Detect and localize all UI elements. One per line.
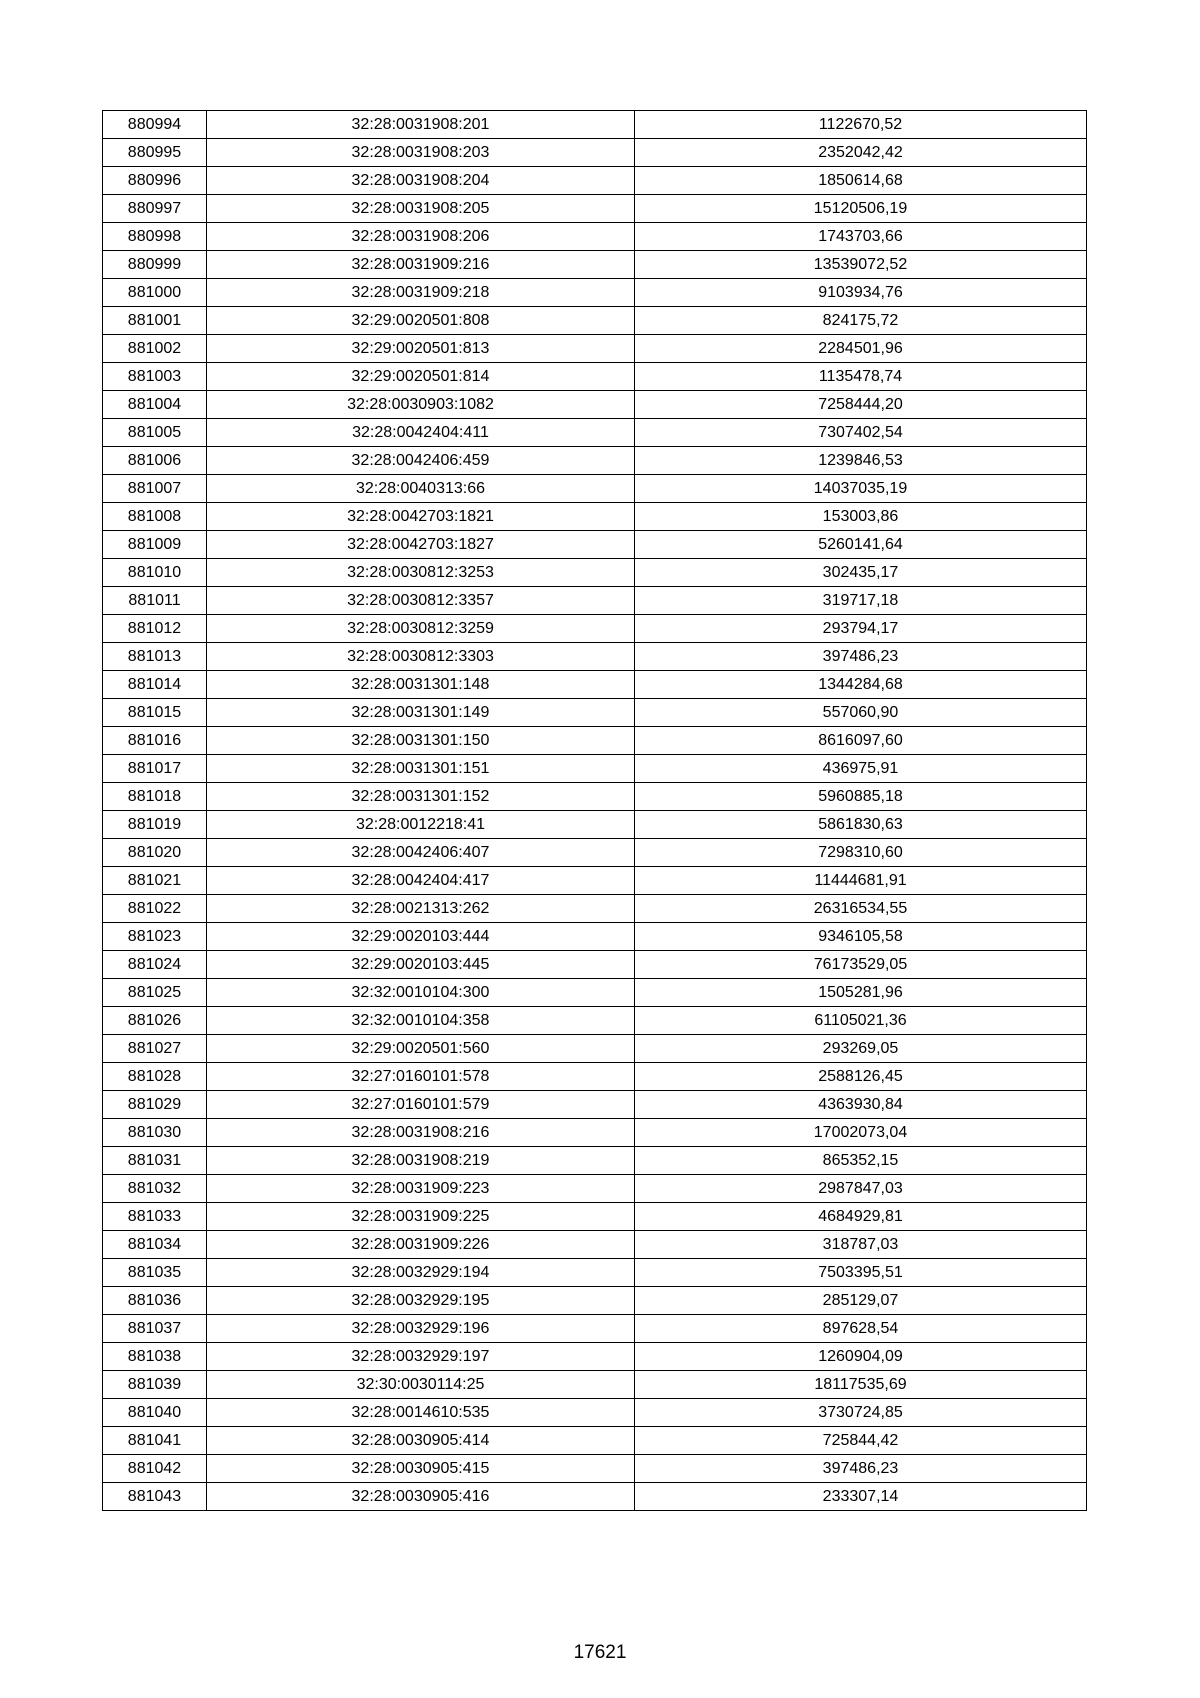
cadastral-number-cell: 32:29:0020103:444 xyxy=(207,923,635,951)
value-cell: 302435,17 xyxy=(635,559,1087,587)
table-row xyxy=(103,895,1087,923)
row-number-cell: 881043 xyxy=(103,1483,207,1511)
cadastral-number-cell: 32:28:0012218:41 xyxy=(207,811,635,839)
table-row xyxy=(103,1287,1087,1315)
value-cell: 1135478,74 xyxy=(635,363,1087,391)
cadastral-number-cell: 32:28:0042406:407 xyxy=(207,839,635,867)
row-number-cell: 881035 xyxy=(103,1259,207,1287)
row-number-cell: 880997 xyxy=(103,195,207,223)
row-number-cell: 880995 xyxy=(103,139,207,167)
value-cell: 824175,72 xyxy=(635,307,1087,335)
cadastral-number-cell: 32:28:0030812:3357 xyxy=(207,587,635,615)
value-cell: 61105021,36 xyxy=(635,1007,1087,1035)
table-row xyxy=(103,307,1087,335)
cadastral-number-cell: 32:28:0031908:219 xyxy=(207,1147,635,1175)
row-number-cell: 880998 xyxy=(103,223,207,251)
value-cell: 233307,14 xyxy=(635,1483,1087,1511)
value-cell: 17002073,04 xyxy=(635,1119,1087,1147)
table-row xyxy=(103,279,1087,307)
row-number-cell: 881010 xyxy=(103,559,207,587)
cadastral-number-cell: 32:29:0020501:560 xyxy=(207,1035,635,1063)
value-cell: 4363930,84 xyxy=(635,1091,1087,1119)
table-row xyxy=(103,1203,1087,1231)
value-cell: 2352042,42 xyxy=(635,139,1087,167)
table-row xyxy=(103,783,1087,811)
cadastral-number-cell: 32:28:0031301:148 xyxy=(207,671,635,699)
cadastral-number-cell: 32:28:0031908:203 xyxy=(207,139,635,167)
cadastral-number-cell: 32:28:0031301:150 xyxy=(207,727,635,755)
table-row xyxy=(103,1483,1087,1511)
cadastral-number-cell: 32:28:0031908:205 xyxy=(207,195,635,223)
cadastral-number-cell: 32:28:0030812:3259 xyxy=(207,615,635,643)
row-number-cell: 881022 xyxy=(103,895,207,923)
table-row xyxy=(103,643,1087,671)
value-cell: 18117535,69 xyxy=(635,1371,1087,1399)
cadastral-number-cell: 32:28:0030812:3253 xyxy=(207,559,635,587)
cadastral-number-cell: 32:28:0021313:262 xyxy=(207,895,635,923)
row-number-cell: 881041 xyxy=(103,1427,207,1455)
cadastral-number-cell: 32:29:0020501:814 xyxy=(207,363,635,391)
row-number-cell: 881036 xyxy=(103,1287,207,1315)
row-number-cell: 881002 xyxy=(103,335,207,363)
table-row xyxy=(103,1399,1087,1427)
value-cell: 13539072,52 xyxy=(635,251,1087,279)
row-number-cell: 881029 xyxy=(103,1091,207,1119)
cadastral-number-cell: 32:28:0031909:216 xyxy=(207,251,635,279)
row-number-cell: 881017 xyxy=(103,755,207,783)
table-row xyxy=(103,363,1087,391)
table-row xyxy=(103,195,1087,223)
value-cell: 397486,23 xyxy=(635,1455,1087,1483)
cadastral-number-cell: 32:28:0032929:196 xyxy=(207,1315,635,1343)
value-cell: 9346105,58 xyxy=(635,923,1087,951)
value-cell: 1260904,09 xyxy=(635,1343,1087,1371)
table-row xyxy=(103,419,1087,447)
value-cell: 5861830,63 xyxy=(635,811,1087,839)
cadastral-number-cell: 32:28:0032929:195 xyxy=(207,1287,635,1315)
cadastral-number-cell: 32:28:0040313:66 xyxy=(207,475,635,503)
value-cell: 557060,90 xyxy=(635,699,1087,727)
cadastral-number-cell: 32:28:0031909:218 xyxy=(207,279,635,307)
value-cell: 5960885,18 xyxy=(635,783,1087,811)
value-cell: 1743703,66 xyxy=(635,223,1087,251)
row-number-cell: 881021 xyxy=(103,867,207,895)
table-row xyxy=(103,1119,1087,1147)
row-number-cell: 881039 xyxy=(103,1371,207,1399)
table-row xyxy=(103,1147,1087,1175)
table-row xyxy=(103,923,1087,951)
table-row xyxy=(103,447,1087,475)
table-row xyxy=(103,951,1087,979)
row-number-cell: 880999 xyxy=(103,251,207,279)
table-row xyxy=(103,727,1087,755)
row-number-cell: 881020 xyxy=(103,839,207,867)
row-number-cell: 881032 xyxy=(103,1175,207,1203)
value-cell: 293269,05 xyxy=(635,1035,1087,1063)
value-cell: 9103934,76 xyxy=(635,279,1087,307)
value-cell: 2588126,45 xyxy=(635,1063,1087,1091)
cadastral-number-cell: 32:28:0014610:535 xyxy=(207,1399,635,1427)
table-row xyxy=(103,1175,1087,1203)
row-number-cell: 881004 xyxy=(103,391,207,419)
value-cell: 7298310,60 xyxy=(635,839,1087,867)
table-row xyxy=(103,531,1087,559)
table-row xyxy=(103,1091,1087,1119)
row-number-cell: 880996 xyxy=(103,167,207,195)
table-row xyxy=(103,335,1087,363)
cadastral-number-cell: 32:27:0160101:579 xyxy=(207,1091,635,1119)
data-table xyxy=(102,110,1087,1511)
row-number-cell: 880994 xyxy=(103,111,207,139)
value-cell: 3730724,85 xyxy=(635,1399,1087,1427)
row-number-cell: 881003 xyxy=(103,363,207,391)
table-body xyxy=(103,111,1087,1511)
cadastral-number-cell: 32:28:0031909:226 xyxy=(207,1231,635,1259)
table-row xyxy=(103,699,1087,727)
cadastral-number-cell: 32:28:0031301:152 xyxy=(207,783,635,811)
cadastral-number-cell: 32:28:0031301:151 xyxy=(207,755,635,783)
value-cell: 319717,18 xyxy=(635,587,1087,615)
row-number-cell: 881027 xyxy=(103,1035,207,1063)
cadastral-number-cell: 32:28:0031908:201 xyxy=(207,111,635,139)
cadastral-number-cell: 32:28:0032929:197 xyxy=(207,1343,635,1371)
cadastral-number-cell: 32:28:0030812:3303 xyxy=(207,643,635,671)
row-number-cell: 881030 xyxy=(103,1119,207,1147)
cadastral-number-cell: 32:28:0030905:414 xyxy=(207,1427,635,1455)
row-number-cell: 881024 xyxy=(103,951,207,979)
cadastral-number-cell: 32:28:0031908:206 xyxy=(207,223,635,251)
row-number-cell: 881013 xyxy=(103,643,207,671)
value-cell: 2284501,96 xyxy=(635,335,1087,363)
value-cell: 865352,15 xyxy=(635,1147,1087,1175)
value-cell: 7307402,54 xyxy=(635,419,1087,447)
value-cell: 76173529,05 xyxy=(635,951,1087,979)
row-number-cell: 881033 xyxy=(103,1203,207,1231)
table-row xyxy=(103,839,1087,867)
table-row xyxy=(103,391,1087,419)
table-row xyxy=(103,111,1087,139)
row-number-cell: 881006 xyxy=(103,447,207,475)
table-row xyxy=(103,615,1087,643)
row-number-cell: 881038 xyxy=(103,1343,207,1371)
cadastral-number-cell: 32:28:0030905:415 xyxy=(207,1455,635,1483)
table-row xyxy=(103,755,1087,783)
row-number-cell: 881007 xyxy=(103,475,207,503)
cadastral-number-cell: 32:32:0010104:358 xyxy=(207,1007,635,1035)
row-number-cell: 881037 xyxy=(103,1315,207,1343)
table-row xyxy=(103,1427,1087,1455)
cadastral-number-cell: 32:28:0042404:411 xyxy=(207,419,635,447)
row-number-cell: 881023 xyxy=(103,923,207,951)
row-number-cell: 881040 xyxy=(103,1399,207,1427)
cadastral-number-cell: 32:28:0042703:1827 xyxy=(207,531,635,559)
row-number-cell: 881026 xyxy=(103,1007,207,1035)
cadastral-number-cell: 32:28:0042406:459 xyxy=(207,447,635,475)
row-number-cell: 881015 xyxy=(103,699,207,727)
row-number-cell: 881025 xyxy=(103,979,207,1007)
row-number-cell: 881014 xyxy=(103,671,207,699)
value-cell: 285129,07 xyxy=(635,1287,1087,1315)
table-row xyxy=(103,1063,1087,1091)
row-number-cell: 881012 xyxy=(103,615,207,643)
value-cell: 7258444,20 xyxy=(635,391,1087,419)
table-row xyxy=(103,167,1087,195)
value-cell: 15120506,19 xyxy=(635,195,1087,223)
table-row xyxy=(103,139,1087,167)
table-row xyxy=(103,1315,1087,1343)
cadastral-number-cell: 32:29:0020501:813 xyxy=(207,335,635,363)
table-row xyxy=(103,475,1087,503)
cadastral-number-cell: 32:28:0042703:1821 xyxy=(207,503,635,531)
table-row xyxy=(103,979,1087,1007)
value-cell: 1344284,68 xyxy=(635,671,1087,699)
value-cell: 153003,86 xyxy=(635,503,1087,531)
row-number-cell: 881018 xyxy=(103,783,207,811)
row-number-cell: 881028 xyxy=(103,1063,207,1091)
row-number-cell: 881019 xyxy=(103,811,207,839)
row-number-cell: 881011 xyxy=(103,587,207,615)
table-row xyxy=(103,503,1087,531)
value-cell: 897628,54 xyxy=(635,1315,1087,1343)
row-number-cell: 881000 xyxy=(103,279,207,307)
table-row xyxy=(103,223,1087,251)
row-number-cell: 881042 xyxy=(103,1455,207,1483)
table-row xyxy=(103,1231,1087,1259)
table-row xyxy=(103,867,1087,895)
table-row xyxy=(103,671,1087,699)
value-cell: 5260141,64 xyxy=(635,531,1087,559)
cadastral-number-cell: 32:28:0030903:1082 xyxy=(207,391,635,419)
table-row xyxy=(103,1343,1087,1371)
value-cell: 397486,23 xyxy=(635,643,1087,671)
value-cell: 1850614,68 xyxy=(635,167,1087,195)
cadastral-number-cell: 32:28:0031908:216 xyxy=(207,1119,635,1147)
table-row xyxy=(103,251,1087,279)
table-row xyxy=(103,559,1087,587)
value-cell: 2987847,03 xyxy=(635,1175,1087,1203)
table-row xyxy=(103,1035,1087,1063)
table-row xyxy=(103,811,1087,839)
cadastral-number-cell: 32:32:0010104:300 xyxy=(207,979,635,1007)
cadastral-number-cell: 32:30:0030114:25 xyxy=(207,1371,635,1399)
value-cell: 725844,42 xyxy=(635,1427,1087,1455)
value-cell: 4684929,81 xyxy=(635,1203,1087,1231)
value-cell: 1122670,52 xyxy=(635,111,1087,139)
cadastral-number-cell: 32:29:0020103:445 xyxy=(207,951,635,979)
cadastral-number-cell: 32:28:0031301:149 xyxy=(207,699,635,727)
page-number: 17621 xyxy=(573,1642,627,1663)
value-cell: 8616097,60 xyxy=(635,727,1087,755)
row-number-cell: 881009 xyxy=(103,531,207,559)
cadastral-number-cell: 32:28:0031909:225 xyxy=(207,1203,635,1231)
row-number-cell: 881005 xyxy=(103,419,207,447)
cadastral-number-cell: 32:28:0032929:194 xyxy=(207,1259,635,1287)
value-cell: 7503395,51 xyxy=(635,1259,1087,1287)
value-cell: 436975,91 xyxy=(635,755,1087,783)
cadastral-number-cell: 32:28:0030905:416 xyxy=(207,1483,635,1511)
cadastral-number-cell: 32:27:0160101:578 xyxy=(207,1063,635,1091)
value-cell: 318787,03 xyxy=(635,1231,1087,1259)
value-cell: 1239846,53 xyxy=(635,447,1087,475)
table-row xyxy=(103,1259,1087,1287)
cadastral-number-cell: 32:28:0042404:417 xyxy=(207,867,635,895)
cadastral-number-cell: 32:28:0031909:223 xyxy=(207,1175,635,1203)
cadastral-number-cell: 32:28:0031908:204 xyxy=(207,167,635,195)
cadastral-number-cell: 32:29:0020501:808 xyxy=(207,307,635,335)
table-row xyxy=(103,1371,1087,1399)
value-cell: 14037035,19 xyxy=(635,475,1087,503)
value-cell: 26316534,55 xyxy=(635,895,1087,923)
value-cell: 11444681,91 xyxy=(635,867,1087,895)
table-row xyxy=(103,1455,1087,1483)
table-row xyxy=(103,587,1087,615)
row-number-cell: 881016 xyxy=(103,727,207,755)
value-cell: 293794,17 xyxy=(635,615,1087,643)
table-row xyxy=(103,1007,1087,1035)
row-number-cell: 881001 xyxy=(103,307,207,335)
row-number-cell: 881034 xyxy=(103,1231,207,1259)
row-number-cell: 881008 xyxy=(103,503,207,531)
row-number-cell: 881031 xyxy=(103,1147,207,1175)
value-cell: 1505281,96 xyxy=(635,979,1087,1007)
